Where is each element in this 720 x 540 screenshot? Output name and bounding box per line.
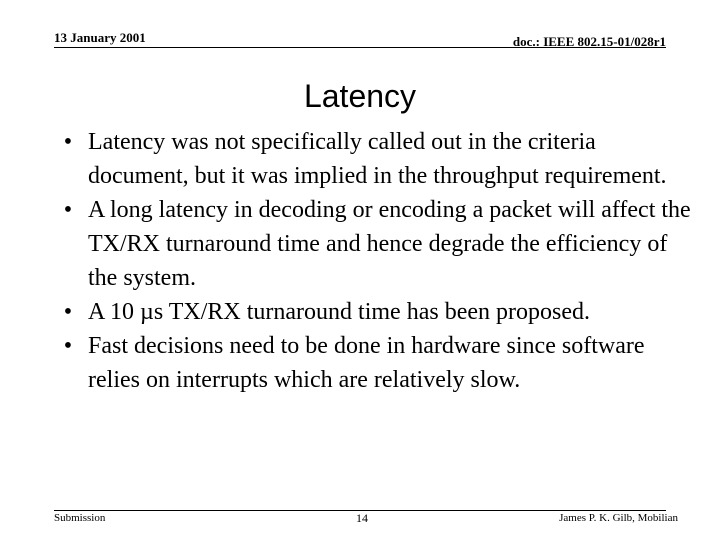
footer-author: James P. K. Gilb, Mobilian	[559, 512, 678, 524]
bullet-icon: •	[63, 129, 73, 155]
bullet-text: A long latency in decoding or encoding a packet will affect the TX/RX turnaround time and hence degrade the efficiency of the system.	[88, 197, 691, 291]
footer-page-number: 14	[356, 511, 368, 525]
bullet-item	[56, 295, 696, 329]
header-date: 13 January 2001	[54, 30, 146, 45]
bullet-text: Fast decisions need to be done in hardware since software relies on interrupts which are relatively slow.	[88, 333, 645, 393]
header-divider	[54, 47, 666, 48]
bullet-list	[56, 125, 696, 397]
bullet-text: Latency was not specifically called out in the criteria document, but it was implied in the throughput requirement.	[88, 129, 667, 189]
bullet-icon: •	[63, 299, 73, 325]
bullet-text: A 10 µs TX/RX turnaround time has been proposed.	[88, 299, 590, 325]
bullet-icon: •	[63, 333, 73, 359]
footer-submission-label: Submission	[54, 512, 106, 524]
bullet-item	[56, 125, 696, 193]
bullet-item	[56, 329, 696, 397]
header-document-id: doc.: IEEE 802.15-01/028r1	[512, 34, 666, 49]
bullet-item	[56, 193, 696, 295]
bullet-icon: •	[63, 197, 73, 223]
slide-title: Latency	[303, 78, 417, 114]
